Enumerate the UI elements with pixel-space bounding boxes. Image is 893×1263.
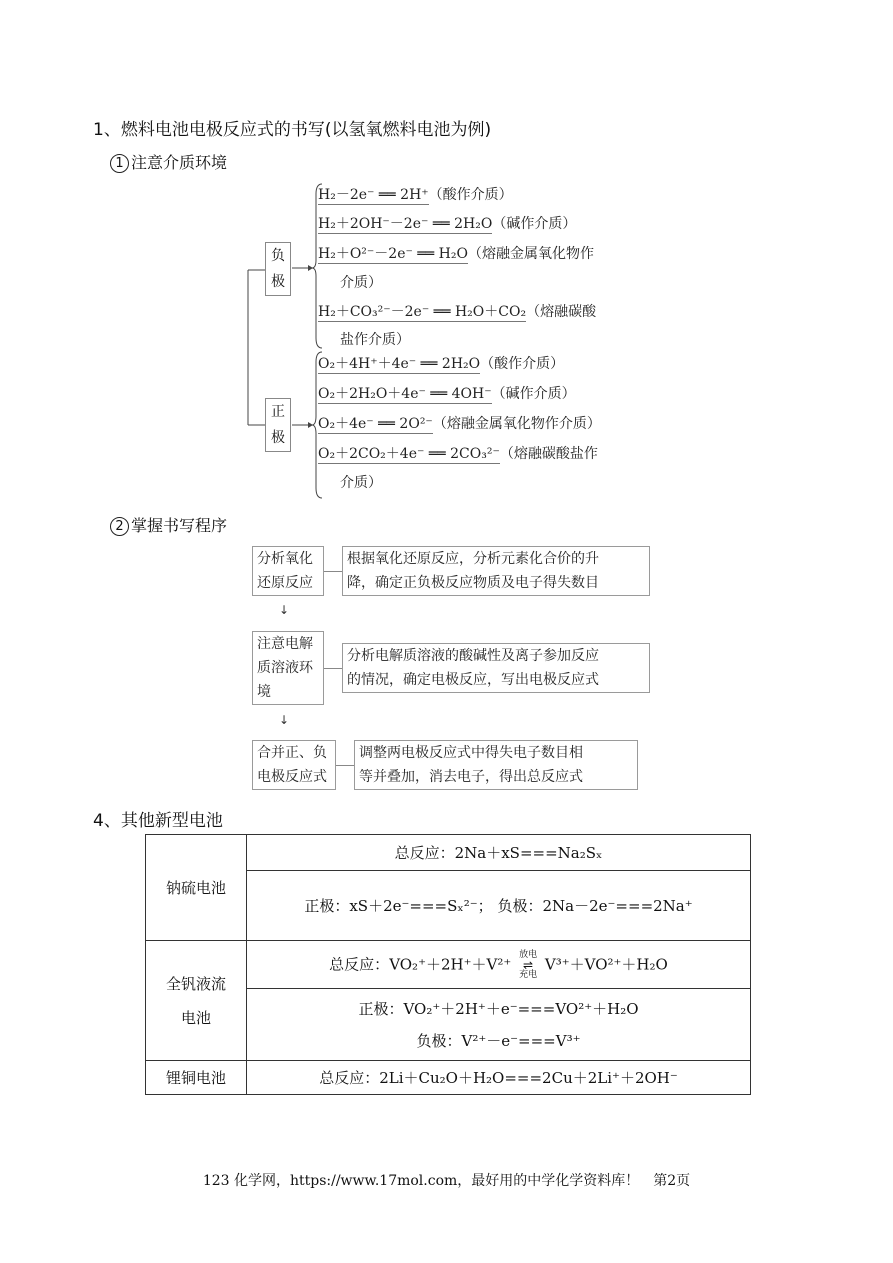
neg-eq-1-formula: H₂－2e⁻ ══ 2H⁺ [318, 187, 429, 203]
pos-eq-oxide [318, 413, 601, 433]
down-arrow-icon: ↓ [279, 603, 290, 617]
pos-eq-carbonate-cont: 介质） [340, 475, 382, 491]
pos-eq-4-formula: O₂＋2CO₂＋4e⁻ ══ 2CO₃²⁻ [318, 446, 500, 462]
neg-eq-acid [318, 184, 513, 204]
pos-label-char-2: 极 [271, 430, 285, 446]
vanadium-name-line-1: 全钒液流 [165, 974, 226, 993]
pos-eq-1-formula: O₂＋4H⁺＋4e⁻ ══ 2H₂O [318, 356, 481, 372]
battery-table [145, 834, 751, 1095]
step-2-line-1: 注意电解 [257, 636, 313, 652]
step-1-desc-line-2: 降，确定正负极反应物质及电子得失数目 [347, 575, 599, 591]
discharge-label: 放电 [519, 949, 538, 960]
pos-eq-base [318, 383, 576, 403]
vanadium-total-right: V³⁺＋VO²⁺＋H₂O [544, 955, 668, 973]
section-heading-4: 4、其他新型电池 [93, 811, 223, 831]
vanadium-total-cell [247, 941, 751, 989]
na-s-pos-eq: xS＋2e⁻===Sₓ²⁻； [349, 897, 493, 915]
reversible-arrow [519, 950, 537, 980]
neg-label: 负极： [497, 897, 543, 915]
neg-eq-3-note: （熔融金属氧化物作 [467, 246, 594, 262]
pos-eq-carbonate [318, 443, 598, 463]
step-2-line-3: 境 [257, 684, 271, 700]
step-1-box [252, 546, 324, 596]
neg-eq-3-formula: H₂＋O²⁻－2e⁻ ══ H₂O [318, 246, 468, 262]
equilibrium-arrow-icon: ⇌ [523, 957, 534, 972]
neg-eq-base [318, 213, 576, 233]
step-1-connector [324, 571, 342, 572]
vanadium-neg-eq: V²⁺－e⁻===V³⁺ [461, 1031, 581, 1050]
pos-eq-2-formula: O₂＋2H₂O＋4e⁻ ══ 4OH⁻ [318, 386, 492, 402]
step-2-desc-box [342, 643, 650, 693]
neg-eq-oxide [318, 243, 594, 263]
step-3-box [252, 740, 336, 790]
subheading-text: 注意介质环境 [131, 153, 228, 172]
step-2-desc-line-2: 的情况，确定电极反应，写出电极反应式 [347, 672, 599, 688]
step-1-line-1: 分析氧化 [257, 551, 313, 567]
pos-eq-3-note: （熔融金属氧化物作介质） [432, 416, 601, 432]
step-1-desc-box [342, 546, 650, 596]
step-3-line-2: 电极反应式 [257, 769, 327, 785]
neg-label-char-2: 极 [271, 274, 285, 290]
vanadium-name-line-2: 电池 [180, 1008, 211, 1027]
section-heading-1: 1、燃料电池电极反应式的书写(以氢氧燃料电池为例) [93, 120, 492, 140]
li-cu-total-eq: 2Li＋Cu₂O＋H₂O===2Cu＋2Li⁺＋2OH⁻ [379, 1069, 678, 1087]
battery-name-vanadium [146, 941, 247, 1061]
neg-eq-2-formula: H₂＋2OH⁻－2e⁻ ══ 2H₂O [318, 216, 493, 232]
neg-label-char-1: 负 [271, 248, 285, 264]
step-3-connector [336, 765, 354, 766]
neg-eq-carbonate [318, 301, 596, 321]
step-2-line-2: 质溶液环 [257, 660, 313, 676]
neg-eq-2-note: （碱作介质） [492, 216, 577, 232]
na-s-electrode-cell [247, 871, 751, 941]
step-1-desc-line-1: 根据氧化还原反应，分析元素化合价的升 [347, 551, 599, 567]
neg-eq-carbonate-cont: 盐作介质） [340, 332, 410, 348]
pos-label-char-1: 正 [271, 404, 285, 420]
step-3-desc-line-2: 等并叠加，消去电子，得出总反应式 [359, 769, 583, 785]
na-s-total-eq: 2Na＋xS===Na₂Sₓ [454, 844, 603, 862]
circled-number: 1 [110, 154, 129, 173]
circled-number: 2 [110, 517, 129, 536]
table-row [146, 835, 751, 871]
vanadium-electrode-cell [247, 989, 751, 1061]
subheading-text: 掌握书写程序 [131, 516, 228, 535]
battery-name-li-cu: 锂铜电池 [146, 1061, 247, 1095]
na-s-neg-eq: 2Na－2e⁻===2Na⁺ [542, 897, 693, 915]
neg-eq-oxide-cont: 介质） [340, 275, 382, 291]
neg-eq-4-note: （熔融碳酸 [526, 304, 597, 320]
positive-electrode-label [265, 398, 291, 452]
pos-eq-acid [318, 353, 564, 373]
step-2-box [252, 631, 324, 705]
table-row [146, 941, 751, 989]
total-label: 总反应： [319, 1069, 380, 1087]
neg-eq-4-formula: H₂＋CO₃²⁻－2e⁻ ══ H₂O＋CO₂ [318, 304, 527, 320]
pos-eq-1-note: （酸作介质） [480, 356, 565, 372]
battery-name-na-s: 钠硫电池 [146, 835, 247, 941]
pos-label: 正极： [358, 999, 404, 1018]
neg-label: 负极： [416, 1031, 462, 1050]
step-2-desc-line-1: 分析电解质溶液的酸碱性及离子参加反应 [347, 648, 599, 664]
pos-eq-2-note: （碱作介质） [491, 386, 576, 402]
subheading-medium [110, 150, 227, 173]
vanadium-pos-eq: VO₂⁺＋2H⁺＋e⁻===VO²⁺＋H₂O [403, 999, 639, 1018]
pos-label: 正极： [304, 897, 350, 915]
page-footer: 123 化学网，https://www.17mol.com，最好用的中学化学资料库！ 第2页 [202, 1173, 691, 1189]
step-3-desc-line-1: 调整两电极反应式中得失电子数目相 [359, 745, 583, 761]
na-s-total-cell [247, 835, 751, 871]
pos-eq-4-note: （熔融碳酸盐作 [499, 446, 598, 462]
table-row [146, 1061, 751, 1095]
total-label: 总反应： [394, 844, 455, 862]
vanadium-total-left: VO₂⁺＋2H⁺＋V²⁺ [389, 955, 512, 973]
step-3-line-1: 合并正、负 [257, 745, 327, 761]
li-cu-total-cell [247, 1061, 751, 1095]
down-arrow-icon: ↓ [279, 713, 290, 727]
negative-electrode-label [265, 242, 291, 296]
step-3-desc-box [354, 740, 638, 790]
tree-connector-lines [240, 180, 330, 500]
subheading-procedure [110, 513, 227, 536]
pos-eq-3-formula: O₂＋4e⁻ ══ 2O²⁻ [318, 416, 433, 432]
step-1-line-2: 还原反应 [257, 575, 313, 591]
step-2-connector [324, 668, 342, 669]
total-label: 总反应： [329, 955, 390, 973]
charge-label: 充电 [519, 969, 538, 980]
neg-eq-1-note: （酸作介质） [428, 187, 513, 203]
